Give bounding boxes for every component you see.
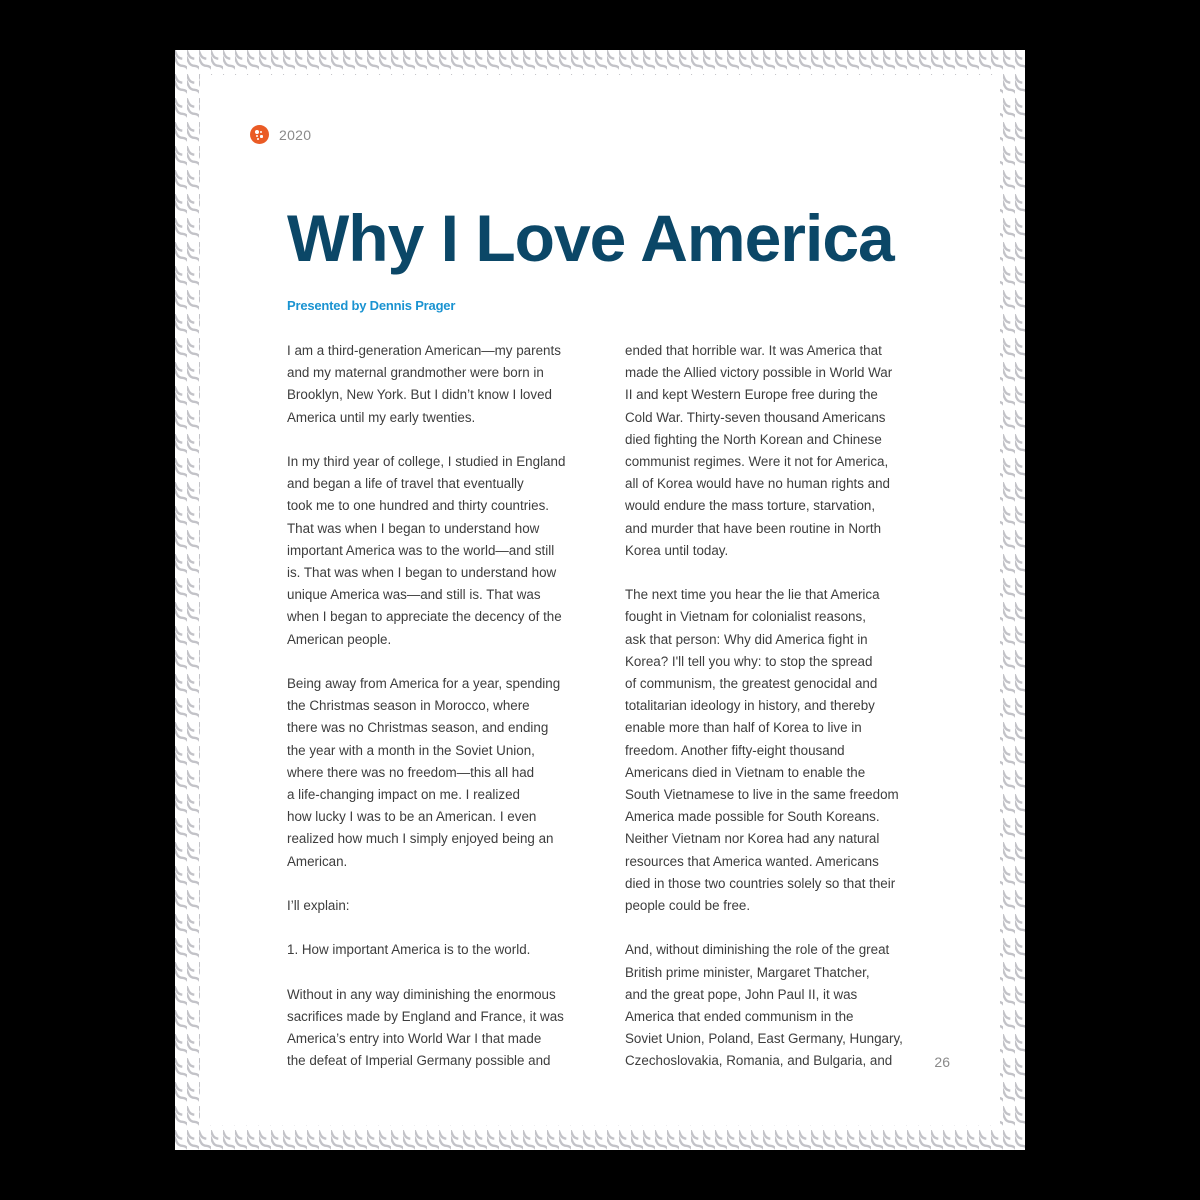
article-byline: Presented by Dennis Prager: [287, 298, 456, 313]
body-paragraph: [625, 939, 925, 1072]
paragraph-line: America made possible for South Koreans.: [625, 809, 880, 825]
paragraph-line: Neither Vietnam nor Korea had any natural: [625, 831, 880, 847]
page-content-area: [200, 75, 1000, 1125]
year-label: 2020: [279, 126, 312, 143]
paragraph-line: Without in any way diminishing the enormous: [287, 986, 556, 1002]
page-number: 26: [934, 1054, 950, 1070]
paragraph-line: totalitarian ideology in history, and thereby: [625, 698, 875, 714]
paragraph-line: fought in Vietnam for colonialist reasons,: [625, 609, 866, 625]
paragraph-line: American people.: [287, 631, 392, 647]
paragraph-line: of communism, the greatest genocidal and: [625, 676, 878, 692]
paragraph-line: That was when I began to understand how: [287, 520, 540, 536]
paragraph-line: Cold War. Thirty-seven thousand Americans: [625, 409, 886, 425]
paragraph-line: important America was to the world—and still: [287, 542, 555, 558]
paragraph-line: and the great pope, John Paul II, it was: [625, 986, 858, 1002]
body-paragraph: [625, 340, 925, 562]
paragraph-line: the Christmas season in Morocco, where: [287, 698, 530, 714]
paragraph-line: British prime minister, Margaret Thatcher,: [625, 964, 870, 980]
paragraph-line: And, without diminishing the role of the great: [625, 942, 890, 958]
paragraph-line: enable more than half of Korea to live in: [625, 720, 862, 736]
paragraph-line: all of Korea would have no human rights and: [625, 476, 891, 492]
page-header: [250, 125, 311, 144]
paragraph-line: I’ll explain:: [287, 898, 350, 914]
paragraph-line: Americans died in Vietnam to enable the: [625, 764, 866, 780]
body-paragraph: [287, 673, 587, 873]
paragraph-line: would endure the mass torture, starvation,: [625, 498, 876, 514]
paragraph-line: is. That was when I began to understand how: [287, 565, 557, 581]
paragraph-line: the year with a month in the Soviet Union,: [287, 742, 535, 758]
paragraph-line: ended that horrible war. It was America that: [625, 343, 882, 358]
body-paragraph: [287, 895, 587, 917]
paragraph-line: took me to one hundred and thirty countries.: [287, 498, 550, 514]
paragraph-line: In my third year of college, I studied in England: [287, 454, 566, 469]
paragraph-line: American.: [287, 853, 348, 869]
body-paragraph: [287, 340, 587, 429]
body-paragraph: [287, 984, 587, 1073]
paragraph-line: Being away from America for a year, spending: [287, 676, 561, 692]
body-paragraph: [625, 584, 925, 917]
paragraph-line: Korea until today.: [625, 542, 729, 558]
paragraph-line: The next time you hear the lie that America: [625, 587, 880, 603]
paragraph-line: sacrifices made by England and France, it was: [287, 1009, 564, 1025]
left-column: [287, 340, 587, 1095]
right-column: [625, 340, 925, 1095]
paragraph-line: the defeat of Imperial Germany possible and: [287, 1053, 551, 1069]
paragraph-line: II and kept Western Europe free during the: [625, 387, 878, 403]
document-page: [175, 50, 1025, 1150]
paragraph-line: and murder that have been routine in North: [625, 520, 882, 536]
paragraph-line: freedom. Another fifty-eight thousand: [625, 742, 845, 758]
paragraph-line: when I began to appreciate the decency of the: [287, 609, 562, 625]
paragraph-line: America that ended communism in the: [625, 1009, 854, 1025]
paragraph-line: unique America was—and still is. That was: [287, 587, 541, 603]
paragraph-line: Soviet Union, Poland, East Germany, Hungary,: [625, 1031, 903, 1047]
paragraph-line: realized how much I simply enjoyed being an: [287, 831, 554, 847]
paragraph-line: America’s entry into World War I that made: [287, 1031, 542, 1047]
paragraph-line: and began a life of travel that eventually: [287, 476, 524, 492]
paragraph-line: America until my early twenties.: [287, 409, 476, 425]
paragraph-line: I am a third-generation American—my parents: [287, 343, 561, 358]
paragraph-line: died fighting the North Korean and Chinese: [625, 431, 882, 447]
paragraph-line: people could be free.: [625, 898, 751, 914]
paragraph-line: and my maternal grandmother were born in: [287, 365, 544, 381]
paragraph-line: made the Allied victory possible in World War: [625, 365, 893, 381]
paragraph-line: a life-changing impact on me. I realized: [287, 787, 520, 803]
paragraph-line: where there was no freedom—this all had: [287, 764, 535, 780]
paragraph-line: 1. How important America is to the world.: [287, 942, 531, 958]
orange-dots-logo-icon: [250, 125, 269, 144]
paragraph-line: communist regimes. Were it not for America,: [625, 454, 889, 470]
paragraph-line: Czechoslovakia, Romania, and Bulgaria, and: [625, 1053, 893, 1069]
paragraph-line: ask that person: Why did America fight in: [625, 631, 868, 647]
paragraph-line: resources that America wanted. Americans: [625, 853, 879, 869]
paragraph-line: how lucky I was to be an American. I even: [287, 809, 537, 825]
paragraph-line: died in those two countries solely so that their: [625, 875, 896, 891]
body-paragraph: [287, 451, 587, 651]
paragraph-line: Korea? I'll tell you why: to stop the spread: [625, 653, 873, 669]
article-title: Why I Love America: [287, 201, 894, 275]
paragraph-line: Brooklyn, New York. But I didn’t know I loved: [287, 387, 552, 403]
paragraph-line: South Vietnamese to live in the same freedom: [625, 787, 899, 803]
paragraph-line: there was no Christmas season, and ending: [287, 720, 549, 736]
body-paragraph: [287, 939, 587, 961]
